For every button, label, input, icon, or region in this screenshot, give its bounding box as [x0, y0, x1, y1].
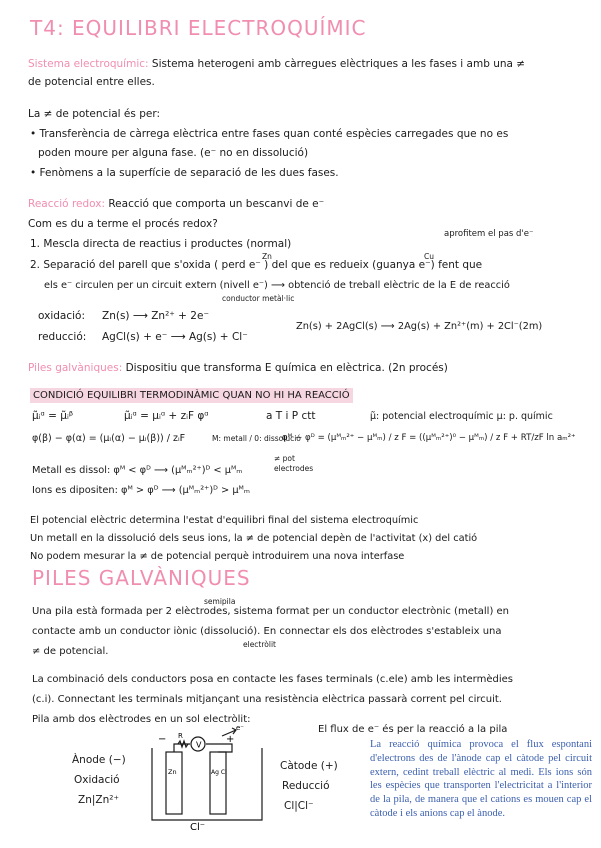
metal-dissol: Metall es dissol: φᴹ < φᴰ ⟶ (μᴹₘ²⁺)ᴰ < μᴹₘ: [32, 465, 243, 476]
intro-def-1: Sistema heterogeni amb càrregues elèctriques a les fases i amb una ≠: [151, 58, 526, 70]
piles-p2-c: Pila amb dos elèctrodes en un sol electròlit:: [32, 714, 251, 725]
anode-label: Ànode (−): [72, 754, 126, 766]
red-eq: AgCl(s) + e⁻ ⟶ Ag(s) + Cl⁻: [102, 331, 248, 343]
flux-note: El flux de e⁻ és per la reacció a la pila: [318, 724, 508, 735]
eq-4: φᴹ − φᴰ = (μᴹₘ²⁺ − μᴹₘ) / z F = ((μᴹₘ²⁺)⁰ − μᴹₘ) / z F + RT/zF ln aₘ²⁺: [282, 433, 576, 443]
zn-electrode: [166, 752, 182, 814]
diag-minus: −: [158, 734, 167, 745]
redox-item-2b: els e⁻ circulen per un circuit extern (nivell e⁻) ⟶ obtenció de treball elèctric de la E de reacció: [44, 280, 510, 291]
anode-couple: Zn|Zn²⁺: [78, 794, 119, 806]
eq-2: μ̃ᵢᵅ = μᵢᵅ + zᵢF φᵅ: [124, 410, 209, 422]
wire-right: [206, 744, 232, 752]
note-cu: Cu: [424, 252, 434, 261]
diag-cl: Cl⁻: [190, 822, 206, 833]
eq-condition: a T i P ctt: [266, 410, 316, 422]
intro-def-2: de potencial entre elles.: [28, 76, 155, 88]
piles-p2-b: (c.i). Connectant les terminals mitjançant una resistència elèctrica passarà corrent pel circuit.: [32, 694, 502, 705]
ox-label: oxidació:: [38, 310, 85, 322]
diag-zn: Zn: [168, 768, 177, 776]
diag-r: R: [178, 732, 183, 740]
note-semipila: semipila: [204, 597, 236, 606]
note-zn: Zn: [262, 252, 272, 261]
page-title: T4: EQUILIBRI ELECTROQUÍMIC: [30, 16, 367, 40]
equilibrium-heading: CONDICIÓ EQUILIBRI TERMODINÀMIC QUAN NO HI HA REACCIÓ: [30, 388, 353, 403]
redox-aside: aprofitem el pas d'e⁻: [444, 229, 534, 239]
diag-e: e⁻: [236, 724, 245, 732]
cathode-couple: Cl|Cl⁻: [284, 800, 314, 812]
galvanic-term: Piles galvàniques:: [28, 362, 123, 374]
note-pot: ≠ pot: [274, 454, 295, 463]
redox-question: Com es du a terme el procés redox?: [28, 218, 218, 230]
red-label: reducció:: [38, 331, 87, 343]
piles-p1-c: ≠ de potencial.: [32, 646, 109, 657]
galvanic-def: Dispositiu que transforma E química en elèctrica. (2n procés): [125, 362, 448, 374]
eq-1: μ̃ᵢᵅ = μ̃ᵢᵝ: [32, 410, 74, 422]
eq-3-note: M: metall / 0: dissolució: [212, 434, 301, 443]
redox-item-2: 2. Separació del parell que s'oxida ( perd e⁻ ) del que es redueix (guanya e⁻) fent que: [30, 259, 483, 271]
piles-p1-b: contacte amb un conductor iònic (dissolució). En connectar els dos elèctrodes s'estableix una: [32, 626, 502, 637]
eq-legend: μ̃: potencial electroquímic μ: p. químic: [370, 411, 553, 422]
ions-dipos: Ions es dipositen: φᴹ > φᴰ ⟶ (μᴹₘ²⁺)ᴰ > μᴹₘ: [32, 485, 250, 496]
potential-heading: La ≠ de potencial és per:: [28, 108, 160, 120]
eq-line-3: No podem mesurar la ≠ de potencial perquè introduirem una nova interfase: [30, 551, 405, 562]
potential-bullet-2: • Fenòmens a la superfície de separació de les dues fases.: [30, 167, 339, 179]
beaker: [152, 748, 262, 820]
note-electrolit: electròlit: [243, 640, 276, 649]
redox-def: Reacció que comporta un bescanvi de e⁻: [108, 198, 325, 210]
agcl-electrode: [210, 752, 226, 814]
eq-line-2: Un metall en la dissolució dels seus ions, la ≠ de potencial depèn de l'activitat (x) del catió: [30, 533, 478, 544]
note-conductor: conductor metàl·lic: [222, 294, 295, 303]
diag-agcl: Ag Cl: [211, 769, 227, 776]
eq-line-1: El potencial elèctric determina l'estat d'equilibri final del sistema electroquímic: [30, 515, 419, 526]
piles-heading: PILES GALVÀNIQUES: [32, 566, 251, 590]
cathode-reduction: Reducció: [282, 780, 330, 792]
voltmeter-label: V: [196, 740, 202, 750]
piles-p2-a: La combinació dels conductors posa en contacte les fases terminals (c.ele) amb les intermèdies: [32, 674, 513, 685]
diag-plus: +: [226, 734, 235, 745]
global-eq: Zn(s) + 2AgCl(s) ⟶ 2Ag(s) + Zn²⁺(m) + 2Cl⁻(2m): [296, 321, 543, 332]
anode-oxidation: Oxidació: [74, 774, 120, 786]
cathode-label: Càtode (+): [280, 760, 338, 772]
eq-3: φ(β) − φ(α) = (μᵢ(α) − μᵢ(β)) / zᵢF: [32, 433, 186, 444]
intro-term: Sistema electroquímic:: [28, 58, 149, 70]
ox-eq: Zn(s) ⟶ Zn²⁺ + 2e⁻: [102, 310, 209, 322]
potential-bullet-1a: • Transferència de càrrega elèctrica entre fases quan conté espècies carregades que no es: [30, 128, 509, 140]
note-electrodes: electrodes: [274, 464, 314, 473]
redox-term: Reacció redox:: [28, 198, 106, 210]
blue-note: La reacció química provoca el flux espontani d'electrons des de l'ànode cap el càtode pel circuit extern, cedint treball elèctric al medi. Els ions són les espècies que transporten l'electricitat a l'interior de la pila, de manera que el cations es mouen cap el càtode i els anions cap el ànode.: [370, 739, 592, 819]
potential-bullet-1b: poden moure per alguna fase. (e⁻ no en dissolució): [38, 147, 309, 159]
piles-p1-a: Una pila està formada per 2 elèctrodes, sistema format per un conductor electrònic (metall) en: [32, 606, 510, 617]
redox-item-1: 1. Mescla directa de reactius i productes (normal): [30, 238, 292, 250]
